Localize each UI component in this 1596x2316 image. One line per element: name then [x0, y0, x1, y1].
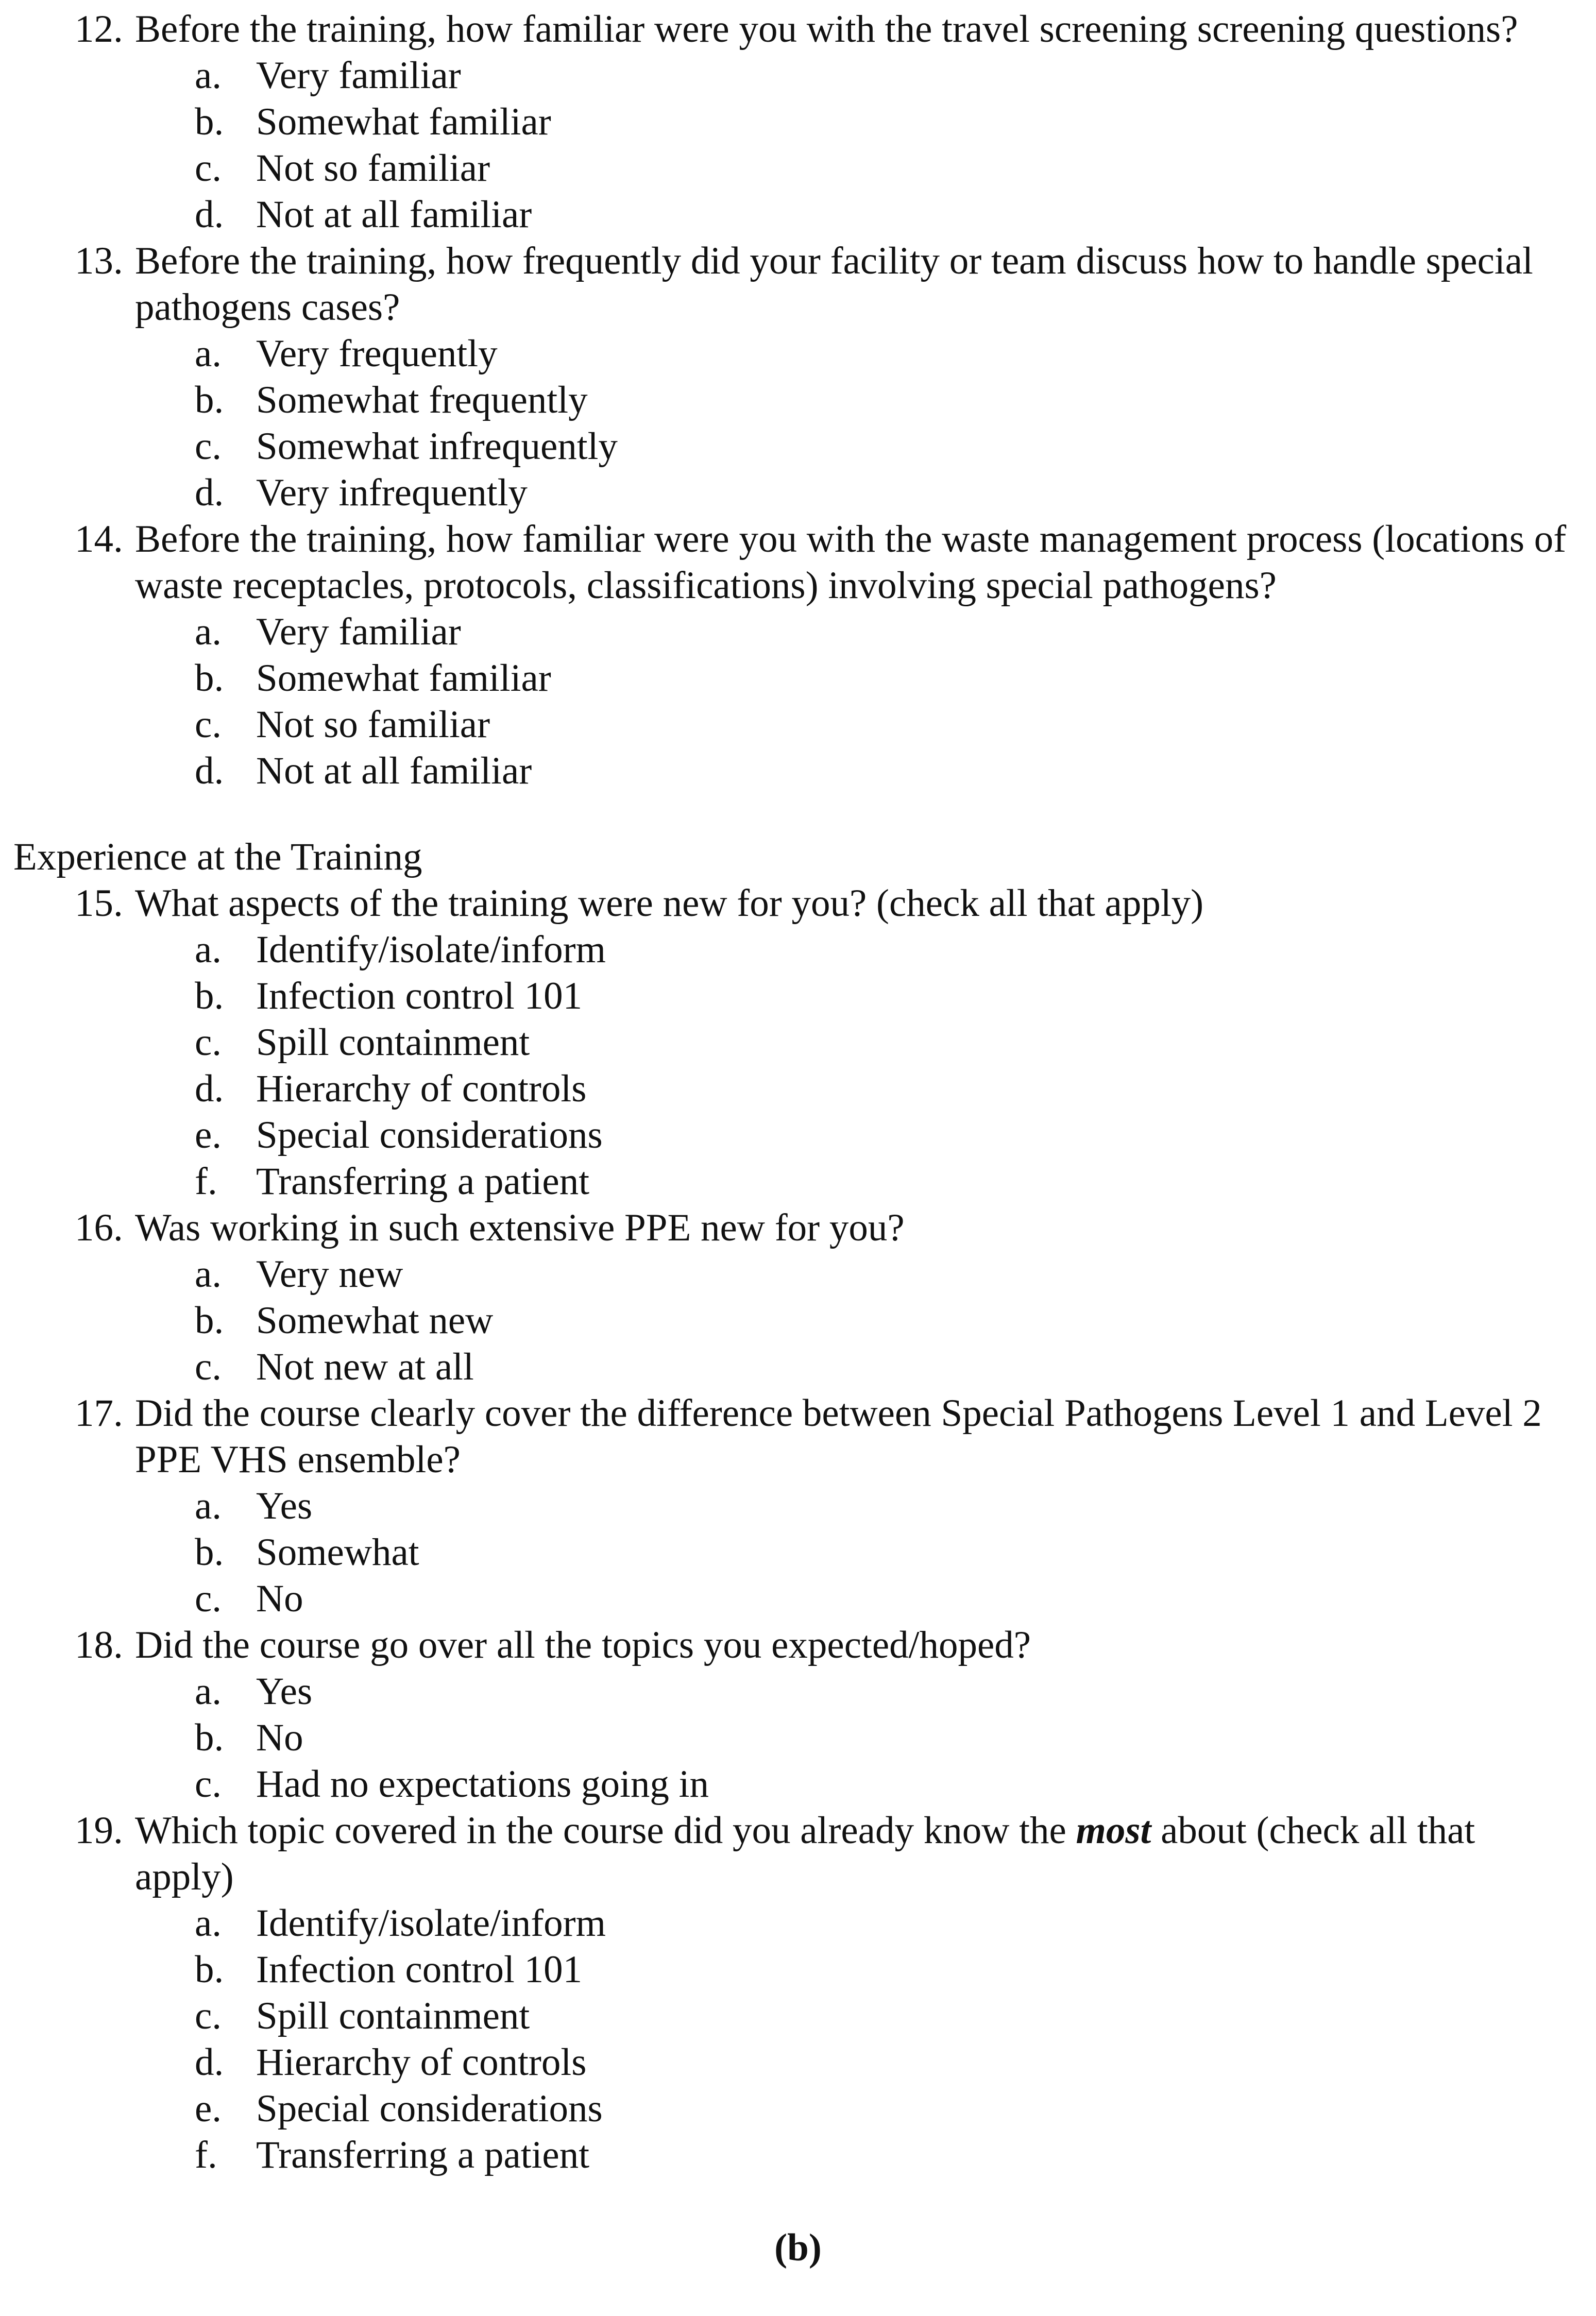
- question-text: Before the training, how familiar were you with the travel screening screening questions?: [135, 8, 1518, 50]
- option-letter: a.: [195, 928, 222, 972]
- option-letter: a.: [195, 1670, 222, 1713]
- question-text: Was working in such extensive PPE new for you?: [135, 1206, 905, 1250]
- question-text-continued: pathogens cases?: [135, 286, 400, 329]
- option-text: Yes: [256, 1485, 313, 1528]
- option-letter: a.: [195, 1253, 222, 1296]
- option-letter: c.: [195, 1995, 222, 2038]
- option-text: Somewhat familiar: [256, 100, 551, 143]
- option-text: Hierarchy of controls: [256, 2041, 587, 2084]
- option-letter: b.: [195, 1948, 224, 1991]
- option-letter: c.: [195, 147, 222, 190]
- option-letter: b.: [195, 1531, 224, 1574]
- option-text: Very frequently: [256, 332, 498, 375]
- option-letter: d.: [195, 2041, 224, 2084]
- option-letter: b.: [195, 657, 224, 700]
- question-text-part: about (check all that: [1151, 1809, 1475, 1852]
- option-text: Transferring a patient: [256, 1160, 590, 1203]
- option-letter: b.: [195, 1299, 224, 1342]
- option-letter: c.: [195, 425, 222, 468]
- option-text: Not so familiar: [256, 703, 490, 746]
- option-text: Somewhat frequently: [256, 379, 588, 421]
- option-letter: a.: [195, 610, 222, 653]
- option-text: Spill containment: [256, 1021, 530, 1064]
- figure-caption: (b): [774, 2226, 822, 2270]
- question-text-continued: waste receptacles, protocols, classifications) involving special pathogens?: [135, 564, 1277, 607]
- question-text: What aspects of the training were new for you? (check all that apply): [135, 882, 1204, 925]
- option-letter: b.: [195, 379, 224, 421]
- option-text: Not new at all: [256, 1346, 474, 1389]
- option-letter: f.: [195, 2134, 217, 2177]
- option-letter: b.: [195, 100, 224, 143]
- option-letter: d.: [195, 193, 224, 236]
- question-number: 16.: [75, 1206, 123, 1250]
- option-letter: a.: [195, 1485, 222, 1528]
- option-letter: d.: [195, 471, 224, 514]
- option-letter: a.: [195, 332, 222, 375]
- option-text: Not at all familiar: [256, 193, 532, 236]
- question-text-part: Which topic covered in the course did you already know the: [135, 1809, 1076, 1852]
- option-letter: f.: [195, 1160, 217, 1203]
- option-text: Identify/isolate/inform: [256, 928, 606, 972]
- question-number: 12.: [75, 8, 123, 50]
- section-heading: Experience at the Training: [13, 836, 422, 879]
- question-text: Before the training, how frequently did your facility or team discuss how to handle special: [135, 240, 1533, 282]
- option-text: No: [256, 1577, 303, 1621]
- option-letter: c.: [195, 1577, 222, 1621]
- question-number: 13.: [75, 240, 123, 282]
- question-text: Did the course go over all the topics you expected/hoped?: [135, 1624, 1031, 1667]
- option-text: Hierarchy of controls: [256, 1067, 587, 1111]
- option-text: Very familiar: [256, 610, 461, 653]
- question-number: 19.: [75, 1809, 123, 1852]
- question-text: [135, 1808, 1475, 1854]
- option-text: Not at all familiar: [256, 750, 532, 792]
- option-letter: e.: [195, 2087, 222, 2131]
- option-text: Very familiar: [256, 54, 461, 97]
- option-letter: a.: [195, 1902, 222, 1945]
- option-text: Not so familiar: [256, 147, 490, 190]
- option-text: No: [256, 1716, 303, 1760]
- option-text: Infection control 101: [256, 975, 583, 1018]
- question-number: 17.: [75, 1392, 123, 1435]
- option-text: Transferring a patient: [256, 2134, 590, 2177]
- option-letter: b.: [195, 1716, 224, 1760]
- option-letter: e.: [195, 1114, 222, 1157]
- option-text: Very infrequently: [256, 471, 528, 514]
- option-letter: c.: [195, 1021, 222, 1064]
- option-text: Had no expectations going in: [256, 1763, 709, 1806]
- option-text: Somewhat familiar: [256, 657, 551, 700]
- option-text: Special considerations: [256, 1114, 603, 1157]
- option-letter: c.: [195, 1346, 222, 1389]
- option-text: Very new: [256, 1253, 403, 1296]
- option-letter: b.: [195, 975, 224, 1018]
- question-text-continued: PPE VHS ensemble?: [135, 1438, 461, 1481]
- option-text: Somewhat new: [256, 1299, 494, 1342]
- option-text: Spill containment: [256, 1995, 530, 2038]
- option-text: Infection control 101: [256, 1948, 583, 1991]
- option-letter: a.: [195, 54, 222, 97]
- option-text: Somewhat: [256, 1531, 419, 1574]
- question-text-continued: apply): [135, 1855, 234, 1899]
- question-text: Did the course clearly cover the difference between Special Pathogens Level 1 and Level 2: [135, 1392, 1542, 1435]
- question-text-emphasis: most: [1076, 1809, 1151, 1852]
- question-number: 14.: [75, 518, 123, 560]
- option-text: Identify/isolate/inform: [256, 1902, 606, 1945]
- question-text: Before the training, how familiar were you with the waste management process (locations of: [135, 518, 1567, 560]
- option-text: Special considerations: [256, 2087, 603, 2131]
- option-letter: c.: [195, 703, 222, 746]
- option-letter: d.: [195, 1067, 224, 1111]
- option-letter: d.: [195, 750, 224, 792]
- question-number: 15.: [75, 882, 123, 925]
- option-letter: c.: [195, 1763, 222, 1806]
- question-number: 18.: [75, 1624, 123, 1667]
- option-text: Somewhat infrequently: [256, 425, 618, 468]
- option-text: Yes: [256, 1670, 313, 1713]
